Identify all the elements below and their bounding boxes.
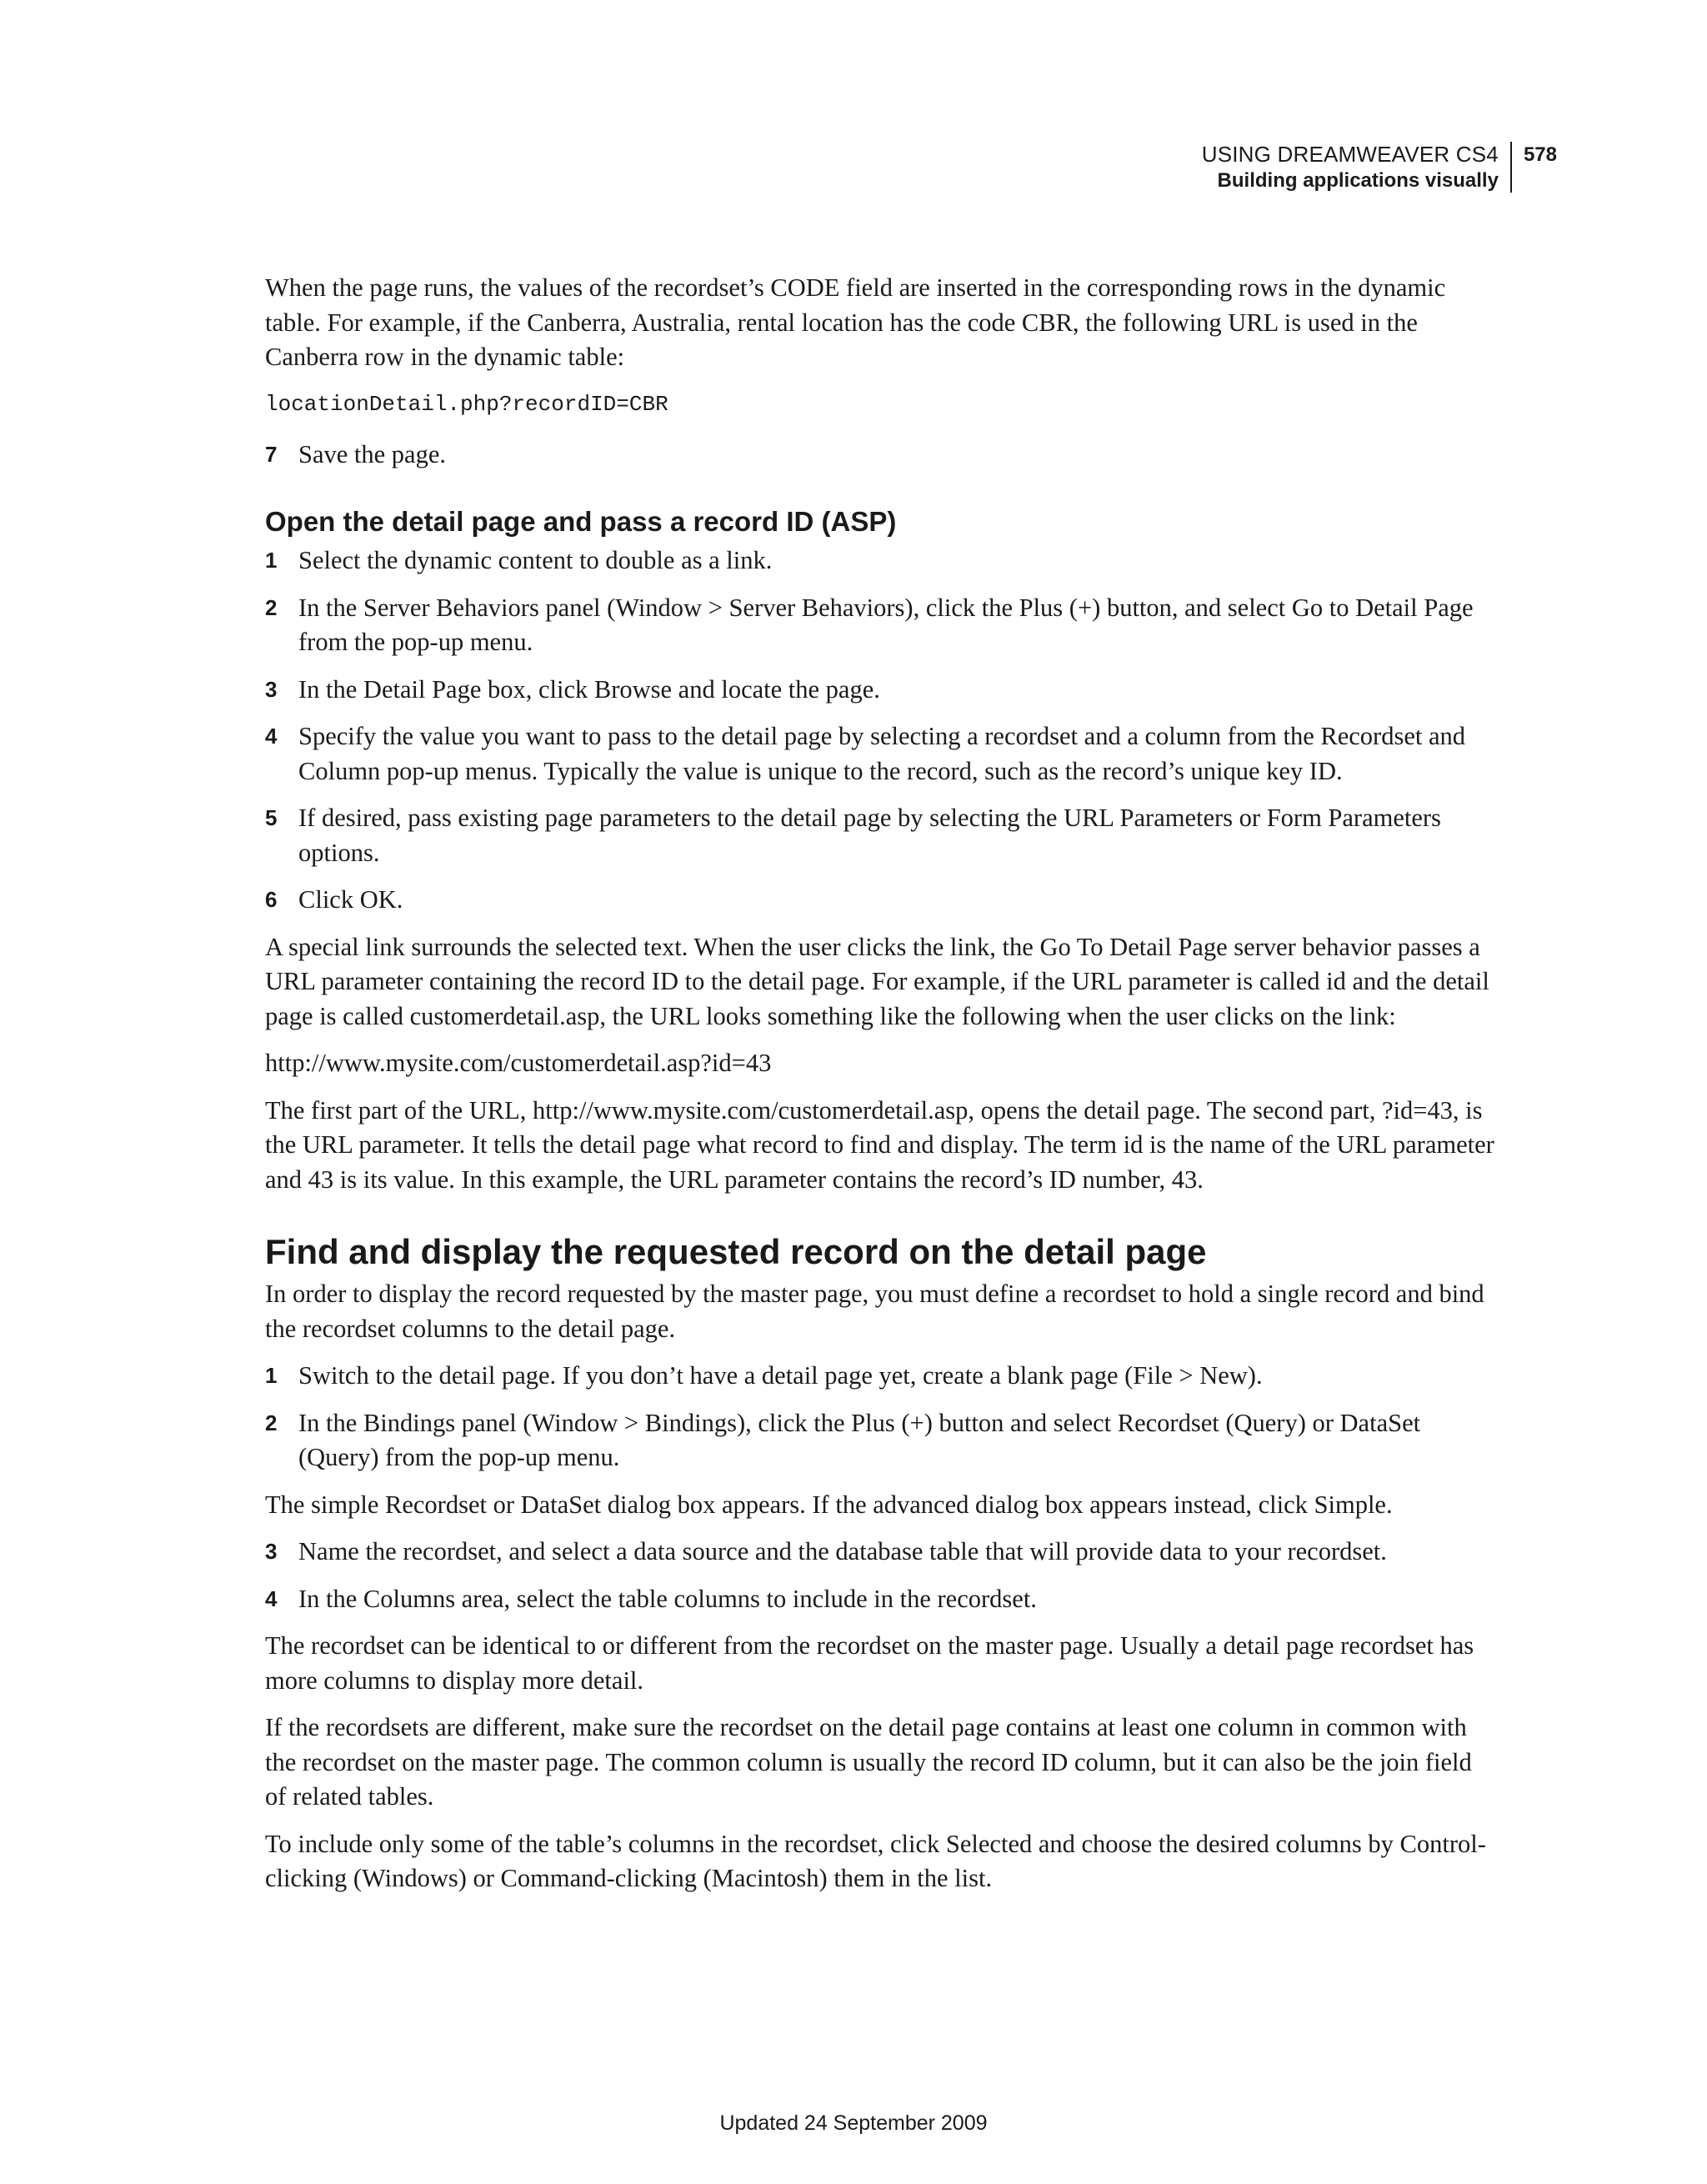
step-number: 5 (265, 805, 278, 830)
page-footer: Updated 24 September 2009 (719, 2111, 988, 2135)
section-heading-find: Find and display the requested record on the detail page (265, 1232, 1207, 1271)
body-paragraph: In order to display the record requested by the master page, you must define a recordset to hold a single record and bind the recordset columns to the detail page. (265, 1280, 1484, 1343)
step-text: In the Server Behaviors panel (Window > Server Behaviors), click the Plus (+) button, and select Go to Detail Page from the pop-up menu. (298, 593, 1474, 656)
page-content (265, 271, 1499, 1909)
page-number: 578 (1523, 143, 1557, 166)
step-text: In the Columns area, select the table columns to include in the recordset. (298, 1584, 1037, 1613)
body-paragraph: To include only some of the table’s columns in the recordset, click Selected and choose the desired columns by Control-clicking (Windows) or Command-clicking (Macintosh) them in the list. (265, 1829, 1486, 1892)
list-item (265, 801, 1499, 870)
step-text: Click OK. (298, 885, 403, 914)
step-text: In the Bindings panel (Window > Bindings), click the Plus (+) button and select Recordset (Query) or DataSet (Query) from the pop-up menu. (298, 1408, 1421, 1471)
step-number: 2 (265, 594, 278, 620)
body-paragraph: The recordset can be identical to or different from the recordset on the master page. Usually a detail page recordset has more columns to display more detail. (265, 1631, 1474, 1695)
list-item (265, 1406, 1499, 1475)
step-number: 4 (265, 724, 278, 749)
step-text: Switch to the detail page. If you don’t have a detail page yet, create a blank page (File > New). (298, 1361, 1263, 1390)
step-text: If desired, pass existing page parameters to the detail page by selecting the URL Parameters or Form Parameters options. (298, 804, 1441, 867)
book-title: USING DREAMWEAVER CS4 (1201, 142, 1499, 167)
list-item (265, 719, 1499, 789)
step-number: 3 (265, 1539, 278, 1564)
step-number: 1 (265, 1363, 278, 1388)
chapter-title: Building applications visually (1217, 168, 1499, 192)
list-item (265, 1359, 1499, 1394)
body-paragraph: A special link surrounds the selected text. When the user clicks the link, the Go To Detail Page server behavior passes a URL parameter containing the record ID to the detail page. For example, if the URL parameter is called id and the detail page is called customerdetail.asp, the URL looks something like the following when the user clicks on the link: (265, 932, 1489, 1030)
step-text: In the Detail Page box, click Browse and locate the page. (298, 674, 880, 704)
step-number: 1 (265, 548, 278, 573)
section-heading-asp: Open the detail page and pass a record ID (ASP) (265, 506, 897, 537)
step-text: Specify the value you want to pass to the detail page by selecting a recordset and a column from the Recordset and Column pop-up menus. Typically the value is unique to the record, such as the record’s unique key ID. (298, 722, 1466, 785)
step-number: 6 (265, 887, 278, 912)
step-number: 4 (265, 1585, 278, 1611)
body-paragraph: The simple Recordset or DataSet dialog box appears. If the advanced dialog box appears instead, click Simple. (265, 1490, 1393, 1519)
url-example: http://www.mysite.com/customerdetail.asp?id=43 (265, 1049, 772, 1077)
intro-paragraph: When the page runs, the values of the recordset’s CODE field are inserted in the corresponding rows in the dynamic table. For example, if the Canberra, Australia, rental location has the code CBR, the following URL is used in the Canberra row in the dynamic table: (265, 273, 1446, 371)
body-paragraph: If the recordsets are different, make sure the recordset on the detail page contains at least one column in common with the recordset on the master page. The common column is usually the record ID column, but it can also be the join field of related tables. (265, 1713, 1472, 1811)
list-item (265, 673, 1499, 708)
step-text: Save the page. (298, 439, 446, 468)
code-example: locationDetail.php?recordID=CBR (265, 391, 668, 417)
step-number: 2 (265, 1410, 278, 1435)
list-item (265, 591, 1499, 660)
running-header (1202, 142, 1557, 193)
step-text: Name the recordset, and select a data source and the database table that will provide data to your recordset. (298, 1537, 1387, 1565)
header-titles (1202, 142, 1512, 193)
list-item (265, 543, 1499, 579)
list-item (265, 883, 1499, 918)
step-text: Select the dynamic content to double as a link. (298, 546, 773, 574)
step-number: 7 (265, 441, 278, 467)
list-item (265, 438, 1499, 473)
list-item (265, 1582, 1499, 1617)
list-item (265, 1535, 1499, 1570)
body-paragraph: The first part of the URL, http://www.mysite.com/customerdetail.asp, opens the detail page. The second part, ?id=43, is the URL parameter. It tells the detail page what record to find and display. The term id is the name of the URL parameter and 43 is its value. In this example, the URL parameter contains the record’s ID number, 43. (265, 1095, 1494, 1194)
step-number: 3 (265, 676, 278, 702)
